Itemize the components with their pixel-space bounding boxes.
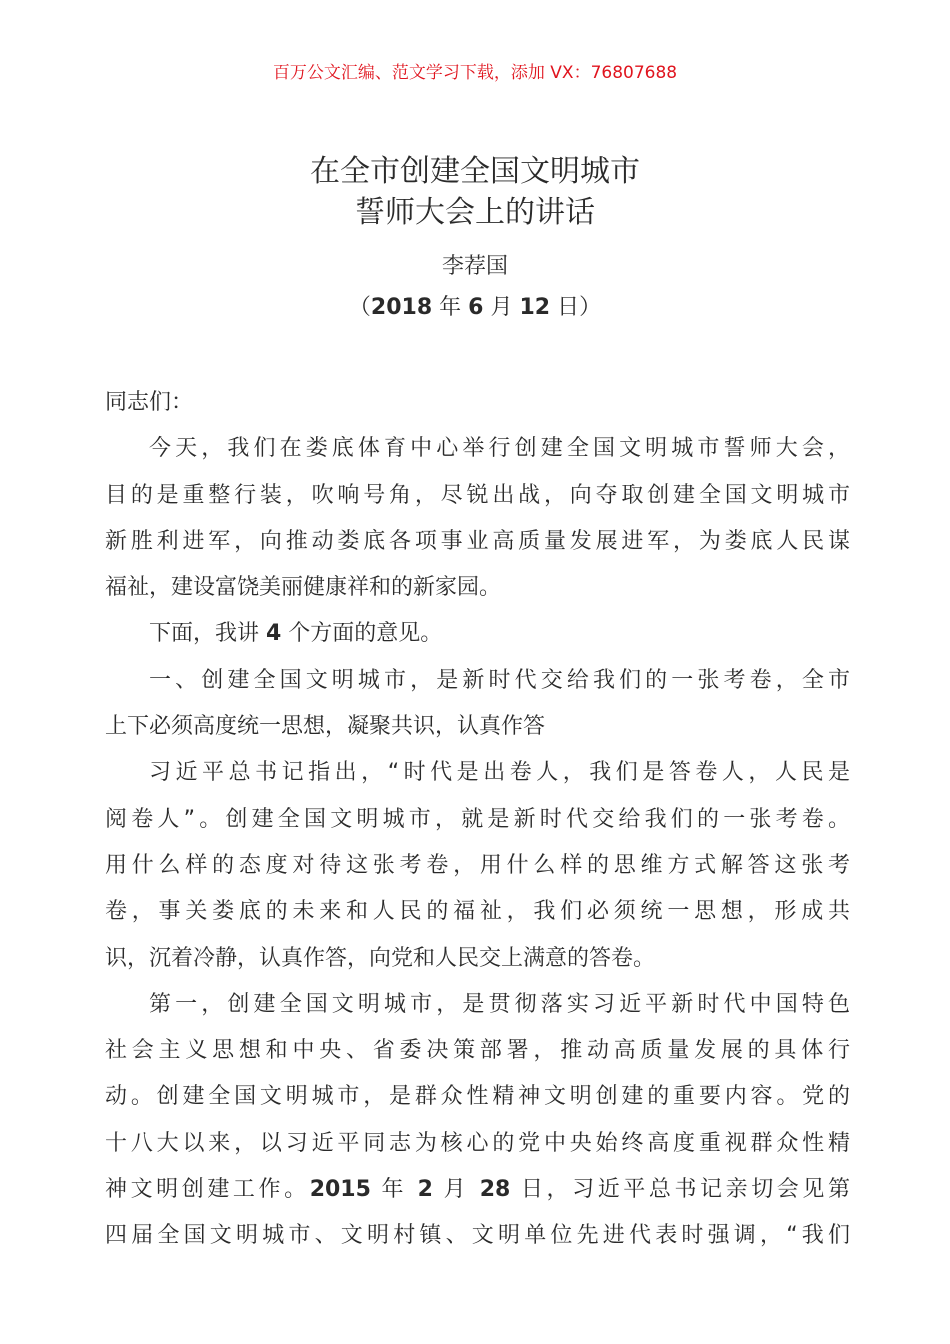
paragraph-4-line [105, 1167, 850, 1213]
paragraph-3-line: 习近平总书记指出，“时代是出卷人，我们是答卷人，人民是 [149, 760, 850, 786]
date-open: （ [348, 295, 371, 320]
date-day: 12 [519, 295, 551, 320]
paragraph-4-line: 第一，创建全国文明城市，是贯彻落实习近平新时代中国特色 [149, 991, 850, 1017]
paragraph-3-line: 卷，事关娄底的未来和人民的福祉，我们必须统一思想，形成共 [105, 899, 850, 925]
paragraph-4-line: 社会主义思想和中央、省委决策部署，推动高质量发展的具体行 [105, 1038, 850, 1064]
paragraph-4-line: 十八大以来，以习近平同志为核心的党中央始终高度重视群众性精 [105, 1130, 850, 1156]
author: 李荐国 [441, 254, 508, 279]
document-title-line-2: 誓师大会上的讲话 [355, 195, 595, 230]
document-title-line-1: 在全市创建全国文明城市 [310, 154, 640, 189]
paragraph-3-line: 用什么样的态度对待这张考卷，用什么样的思维方式解答这张考 [105, 852, 850, 878]
p4-year: 2015 [309, 1177, 371, 1203]
paragraph-1-line: 福祉，建设富饶美丽健康祥和的新家园。 [105, 575, 502, 601]
p4-line5-prefix: 神文明创建工作。 [105, 1177, 310, 1203]
p4-day: 28 [479, 1177, 511, 1203]
p4-line5-suffix: 日，习近平总书记亲切会见第 [510, 1177, 850, 1203]
p4-month-unit: 月 [432, 1177, 480, 1203]
date-day-unit: 日） [550, 295, 602, 320]
p2-prefix: 下面，我讲 [149, 621, 266, 647]
date-month-unit: 月 [483, 295, 520, 320]
paragraph-4-line: 四届全国文明城市、文明村镇、文明单位先进代表时强调，“我们 [105, 1223, 850, 1249]
paragraph-1-line: 新胜利进军，向推动娄底各项事业高质量发展进军，为娄底人民谋 [105, 528, 850, 554]
paragraph-1-line: 今天，我们在娄底体育中心举行创建全国文明城市誓师大会， [149, 436, 850, 462]
date-year-unit: 年 [432, 295, 469, 320]
header-watermark-note: 百万公文汇编、范文学习下载，添加 VX：76807688 [272, 63, 678, 83]
p4-year-unit: 年 [370, 1177, 418, 1203]
date-month: 6 [468, 295, 484, 320]
section-heading-1-line: 一、创建全国文明城市，是新时代交给我们的一张考卷，全市 [149, 667, 850, 693]
date-year: 2018 [370, 295, 433, 320]
p2-suffix: 个方面的意见。 [281, 621, 443, 647]
section-heading-1-line: 上下必须高度统一思想，凝聚共识，认真作答 [105, 714, 546, 740]
speech-date [0, 290, 950, 321]
salutation: 同志们： [105, 390, 194, 415]
paragraph-2 [105, 611, 850, 657]
paragraph-4-line: 动。创建全国文明城市，是群众性精神文明创建的重要内容。党的 [105, 1084, 850, 1110]
paragraph-1-line: 目的是重整行装，吹响号角，尽锐出战，向夺取创建全国文明城市 [105, 482, 850, 508]
document-body [105, 380, 850, 1260]
p2-number: 4 [266, 621, 282, 647]
p4-month: 2 [417, 1177, 433, 1203]
paragraph-3-line: 阅卷人”。创建全国文明城市，就是新时代交给我们的一张考卷。 [105, 806, 850, 832]
paragraph-3-line: 识，沉着冷静，认真作答，向党和人民交上满意的答卷。 [105, 945, 656, 971]
